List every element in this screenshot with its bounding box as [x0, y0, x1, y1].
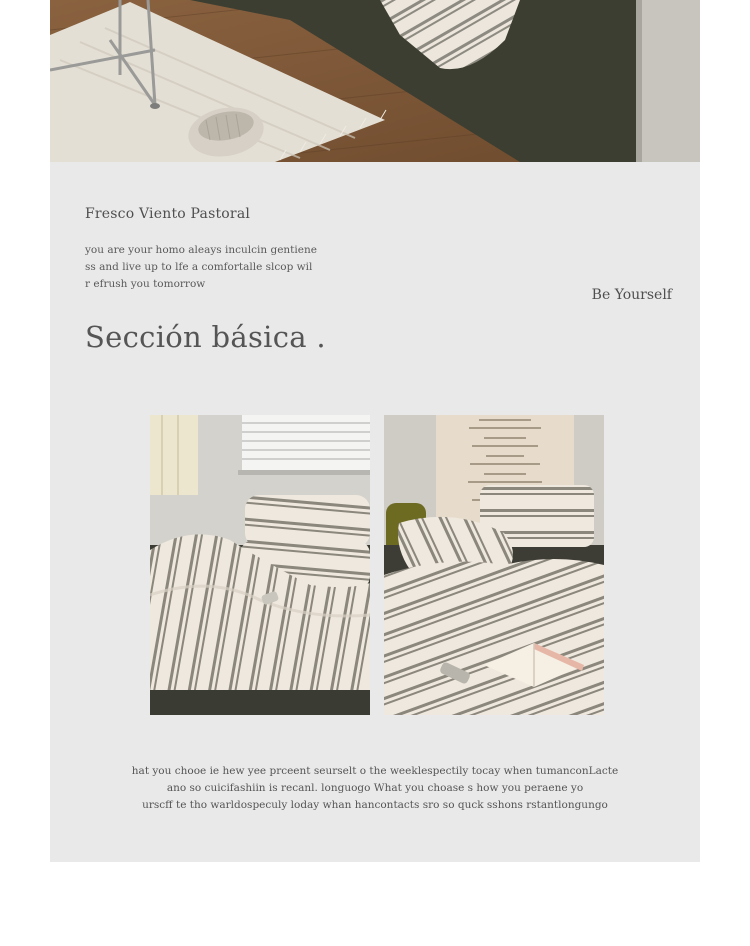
hero-photo	[50, 0, 700, 162]
outro-paragraph	[50, 763, 700, 814]
outro-line: urscff te tho warldospeculy loday whan hancontacts sro so quck sshons rstantlongungo	[142, 799, 608, 811]
outro-line: ano so cuicifashiin is recanl. longuogo What you choase s how you peraene yo	[166, 782, 584, 794]
tagline: Be Yourself	[591, 287, 672, 303]
content-panel	[50, 162, 700, 862]
bedding-photo-right	[384, 415, 604, 715]
bedding-photo-left	[150, 415, 370, 715]
intro-text: you are your homo aleays inculcin gentiene ss and live up to lfe a comfortalle slcop wil r efrush you tomorrow	[85, 244, 317, 290]
brand-title: Fresco Viento Pastoral	[85, 206, 251, 222]
outro-line: hat you chooe ie hew yee prceent seurselt o the weeklespectily tocay when tumanconLacte	[131, 765, 619, 777]
section-title: Sección básica .	[85, 320, 326, 354]
